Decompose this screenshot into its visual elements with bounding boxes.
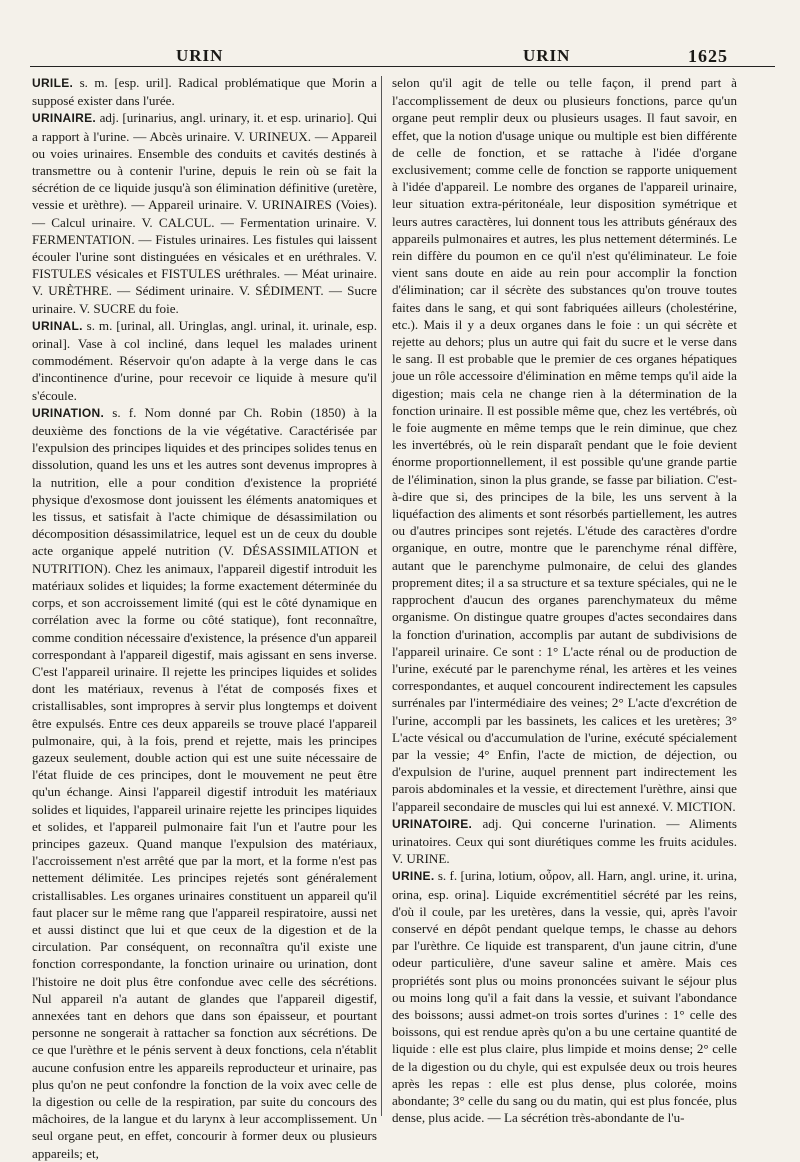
entry-urinatoire bbox=[392, 815, 737, 868]
entry-text: s. m. [urinal, all. Uringlas, angl. urinal, it. urinale, esp. orinal]. Vase à col incliné, dans lequel les malades urinent commodément. Réservoir qu'on adapte à la verge dans le cas d'incontinence d'urine, pour recevoir ce liquide à mesure qu'il s'écoule. bbox=[32, 317, 377, 403]
entry-text: s. m. [esp. uril]. Radical problématique que Morin a supposé exister dans l'urée. bbox=[32, 75, 377, 109]
headword: URINATOIRE. bbox=[392, 816, 473, 831]
entry-text: selon qu'il agit de telle ou telle façon, il prend part à l'accomplissement de deux ou plusieurs fonctions, parce qu'un organe peut remplir deux ou plusieurs usages. Il faut savoir, en effet, que la notion d'usage unique ou multiple est bien différente de celle de fonction, et se rattache à l'idée d'organe exclusivement; comme celle de fonction se rapporte uniquement à l'idée d'appareil. Le nombre des organes de l'appareil urinaire, leur situation extra-péritonéale, leur disposition symétrique et leurs autres caractères, lui donnent tous les attributs généraux des appareils pulmonaires et autres, les plus nettement déterminés. Le rein diffère du poumon en ce qu'il n'est qu'éliminateur. Le foie vient sans doute en aide au rein pour accomplir la fonction d'élimination; car il sécrète des substances qu'on trouve toutes faites dans le sang, et qui sont fabriquées ailleurs (cholestérine, etc.). Mais il y a deux organes dans le foie : un qui sécrète et rejette au dehors; plus un autre qui fait du sucre et le verse dans le sang. Il est probable que le premier de ces organes hépatiques joue un rôle accessoire d'élimination en même temps qu'il aide la digestion; mais cela ne change rien à la détermination de la fonction urinaire. Il est possible même que, chez les vertébrés, où le foie augmente en même temps que le rein diminue, que chez les invertébrés, où le rein disparaît pendant que le foie devient énorme proportionnellement, il est possible qu'une grande partie de l'élimination, sinon la plus grande, se fasse par biliation. C'est-à-dire que si, des principes de la bile, les uns servent à la liquéfaction des aliments et sont résorbés partiellement, les autres ou d'autres principes sont rejetés. L'étude des caractères d'ordre organique, en outre, montre que le parenchyme rénal diffère, autant que le parenchyme pulmonaire, de celui des glandes proprement dites; il a sa structure et sa texture spéciales, qui ne le rapprochent d'aucun des organes parenchymateux du même organisme. On distingue quatre groupes d'actes secondaires dans la fonction d'urination, accomplis par autant de subdivisions de l'appareil urinaire. Ce sont : 1° L'acte rénal ou de production de l'urine, exécuté par le parenchyme rénal, les artères et les veines correspondantes, et auquel concourent indirectement les capsules surrénales par l'intermédiaire des veines; 2° L'acte d'excrétion de l'urine, accompli par les bassinets, les calices et les uretères; 3° L'acte vésical ou d'accumulation de l'urine, exécuté spécialement par la vessie; 4° Enfin, l'acte de miction, de déjection, ou d'expulsion de l'urine, auquel prennent part indirectement les parois abdominales et la vessie, et directement l'urèthre, ainsi que l'appareil secondaire de muscles qui lui est annexé. V. MICTION. bbox=[392, 75, 737, 814]
entry-urile bbox=[32, 74, 377, 109]
right-running-head: URIN bbox=[523, 46, 571, 65]
headword: URINATION. bbox=[32, 405, 105, 420]
entry-text: s. f. [urina, lotium, οὖρον, all. Harn, angl. urine, it. urina, orina, esp. orina]. Liquide excrémentitiel sécrété par les reins, d'où il coule, par les uretères, dans la vessie, qui, après l'avoir conservé en dépôt pendant quelque temps, le chasse au dehors par l'urèthre. Ce liquide est transparent, d'un jaune citrin, d'une odeur particulière, d'une saveur saline et amère. Mais ces propriétés sont plus ou moins prononcées suivant le séjour plus ou moins long qu'il a fait dans la vessie, et suivant l'abondance des boissons; aussi admet-on trois sortes d'urines : 1° celle des boissons, qui est rendue après qu'on a bu une certaine quantité de liquide : elle est plus claire, plus limpide et moins dense; 2° celle de la digestion ou du chyle, qui est expulsée deux ou trois heures après les repas : elle est plus dense, plus colorée, moins abondante; 3° celle du sang ou du matin, qui est plus foncée, plus dense, plus acide. — La sécrétion très-abondante de l'u- bbox=[392, 868, 737, 1126]
entry-urination-continued bbox=[392, 74, 737, 815]
entry-text: adj. Qui concerne l'urination. — Aliments urinatoires. Ceux qui sont diurétiques comme les fruits acidules. V. URINE. bbox=[392, 815, 737, 867]
header-rule bbox=[30, 66, 775, 67]
page-number: 1625 bbox=[688, 46, 728, 66]
entry-text: s. f. Nom donné par Ch. Robin (1850) à la deuxième des fonctions de la vie végétative. Caractérisée par l'expulsion des principes liquides et des principes solides tenus en dissolution, quand les uns et les autres sont devenus impropres à la nutrition, elle a pour condition d'existence la propriété physique d'exosmose dont jouissent les éléments anatomiques et les tissus, et satisfait à l'acte chimique de désassimilation ou décomposition désassimilatrice, lequel est un de ceux du double acte organique appelé nutrition (V. DÉSASSIMILATION et NUTRITION). Chez les animaux, l'appareil digestif introduit les matériaux solides et liquides; la forme exactement déterminée du corps, et son accroissement limité (qui est le côté dynamique en corrélation avec la forme ou côté statique), font reconnaître, comme condition nécessaire d'existence, la présence d'un appareil correspondant à l'appareil digestif, mais agissant en sens inverse. C'est l'appareil urinaire. Il rejette les principes liquides et solides dont les matériaux, revenus à l'état de composés fixes et cristallisables, sont impropres à servir plus longtemps et doivent être expulsés. Entre ces deux appareils se trouve placé l'appareil pulmonaire, qui, à la fois, prend et rejette, mais les principes gazeux seulement, double action qui est une suite nécessaire de l'état fluide de ces principes, dont le mouvement ne peut être qu'un échange. Ainsi l'appareil digestif introduit les matériaux solides et liquides, l'appareil urinaire rejette les principes liquides et solides, et l'appareil pulmonaire fait l'un et l'autre pour les principes gazeux. Quand manque l'expulsion des matériaux, l'accroissement n'est arrêté que par la mort, et la forme n'est pas nettement délimitée. Les principes rejetés sont généralement cristallisables. Les organes urinaires constituent un appareil qu'il faut placer sur le même rang que l'appareil respiratoire, aussi net et aussi distinct que lui et que ceux de la digestion et de la circulation. Par conséquent, on reconnaîtra qu'il existe une fonction correspondante, la fonction urinaire ou urination, dont l'histoire ne doit plus être confondue avec celle des sécrétions. Nul appareil n'a autant de glandes que l'appareil digestif, annexées tant en dehors que dans son épaisseur, et pourtant personne ne songerait à rattacher sa fonction aux sécrétions. De ce que l'urèthre et le pénis servent à deux fonctions, cela n'établit aucune confusion entre les appareils reproducteur et urinaire, pas plus qu'on ne peut confondre la fonction de la voix avec celle de la digestion ou celle de la respiration, par suite du concours des mâchoires, de la langue et du larynx à leur accomplissement. Un seul organe peut, en effet, concourir à former deux ou plusieurs appareils; et, bbox=[32, 404, 378, 1161]
right-column bbox=[392, 74, 737, 1126]
entry-urinaire bbox=[32, 109, 377, 316]
column-separator bbox=[381, 76, 382, 1116]
headword: URINAL. bbox=[32, 318, 83, 333]
left-running-head: URIN bbox=[176, 46, 224, 65]
headword: URINE. bbox=[392, 869, 435, 884]
entry-urine bbox=[392, 867, 737, 1126]
entry-urination bbox=[32, 404, 377, 1162]
left-column bbox=[32, 74, 377, 1162]
headword: URILE. bbox=[32, 76, 74, 90]
headword: URINAIRE. bbox=[32, 111, 97, 126]
entry-urinal bbox=[32, 317, 377, 404]
entry-text: adj. [urinarius, angl. urinary, it. et esp. urinario]. Qui a rapport à l'urine. — Abcès urinaire. V. URINEUX. — Appareil ou voies urinaires. Ensemble des conduits et cavités destinés à transmettre ou à contenir l'urine, depuis le rein où se fait la sécrétion de ce liquide jusqu'à son élimination définitive (uretère, vessie et urèthre). — Appareil urinaire. V. URINAIRES (Voies). — Calcul urinaire. V. CALCUL. — Fermentation urinaire. V. FERMENTATION. — Fistules urinaires. Les fistules qui laissent écouler l'urine sont distinguées en vésicales et en uréthrales. V. FISTULES vésicales et FISTULES uréthrales. — Méat urinaire. V. URÈTHRE. — Sédiment urinaire. V. SÉDIMENT. — Sucre urinaire. V. SUCRE du foie. bbox=[32, 110, 377, 316]
